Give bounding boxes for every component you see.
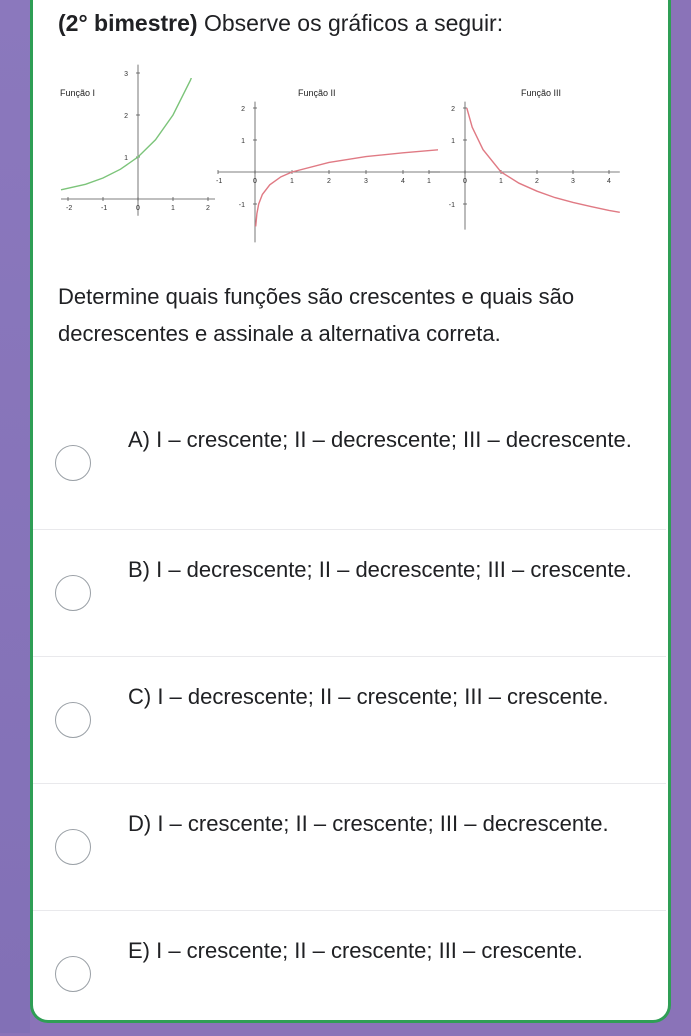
x-tick-label: 1 bbox=[499, 178, 503, 185]
x-tick-label: 0 bbox=[463, 178, 467, 185]
x-tick-label: -2 bbox=[66, 205, 73, 212]
x-tick-label: 4 bbox=[401, 178, 405, 185]
y-tick-label: 1 bbox=[241, 138, 245, 145]
option-c-label: C) I – decrescente; II – crescente; III – crescente. bbox=[128, 684, 609, 709]
x-tick-label: 1 bbox=[171, 205, 175, 212]
x-tick-label: 0 bbox=[136, 205, 140, 212]
chart-2 bbox=[216, 88, 440, 242]
option-d[interactable] bbox=[33, 783, 666, 909]
x-tick-label: -1 bbox=[216, 178, 223, 185]
x-tick-label: 4 bbox=[607, 178, 611, 185]
radio-option-a[interactable] bbox=[55, 445, 91, 481]
function-charts bbox=[58, 71, 638, 238]
option-a[interactable] bbox=[33, 400, 666, 526]
y-tick-label: 2 bbox=[451, 106, 455, 113]
option-e-label: E) I – crescente; II – crescente; III – crescente. bbox=[128, 938, 583, 963]
option-b[interactable] bbox=[33, 529, 666, 655]
radio-option-e[interactable] bbox=[55, 956, 91, 992]
chart-title: Função II bbox=[298, 88, 336, 98]
y-tick-label: 2 bbox=[241, 106, 245, 113]
sidebar-strip bbox=[0, 0, 30, 1033]
question-number: (2° bimestre) bbox=[58, 10, 198, 36]
y-tick-label: -1 bbox=[448, 202, 455, 209]
x-tick-label: 3 bbox=[364, 178, 368, 185]
option-c[interactable] bbox=[33, 656, 666, 782]
x-tick-label: -1 bbox=[101, 205, 108, 212]
question-title-text: Observe os gráficos a seguir: bbox=[197, 10, 504, 36]
y-tick-label: 2 bbox=[124, 113, 128, 120]
x-tick-label: 0 bbox=[253, 178, 257, 185]
x-tick-label: 1 bbox=[427, 178, 431, 185]
chart-title: Função I bbox=[60, 88, 96, 98]
question-prompt: Determine quais funções são crescentes e quais são decrescentes e assinale a alternativa correta. bbox=[58, 284, 575, 346]
y-tick-label: 1 bbox=[124, 155, 128, 162]
radio-option-c[interactable] bbox=[55, 702, 91, 738]
x-tick-label: 1 bbox=[290, 178, 294, 185]
question-title bbox=[58, 10, 503, 37]
chart-3 bbox=[427, 88, 620, 230]
x-tick-label: 2 bbox=[206, 205, 210, 212]
radio-option-d[interactable] bbox=[55, 829, 91, 865]
x-tick-label: 2 bbox=[535, 178, 539, 185]
chart-title: Função III bbox=[521, 88, 562, 98]
option-b-label: B) I – decrescente; II – decrescente; III – crescente. bbox=[128, 557, 632, 582]
option-d-label: D) I – crescente; II – crescente; III – decrescente. bbox=[128, 811, 609, 836]
option-a-label: A) I – crescente; II – decrescente; III – decrescente. bbox=[128, 427, 632, 452]
y-tick-label: 3 bbox=[124, 71, 128, 78]
x-tick-label: 2 bbox=[327, 178, 331, 185]
x-tick-label: 3 bbox=[571, 178, 575, 185]
y-tick-label: 1 bbox=[451, 138, 455, 145]
curve-função-ii bbox=[256, 150, 440, 227]
option-e[interactable] bbox=[33, 910, 666, 1036]
radio-option-b[interactable] bbox=[55, 575, 91, 611]
y-tick-label: -1 bbox=[238, 202, 245, 209]
curve-função-iii bbox=[467, 108, 620, 212]
